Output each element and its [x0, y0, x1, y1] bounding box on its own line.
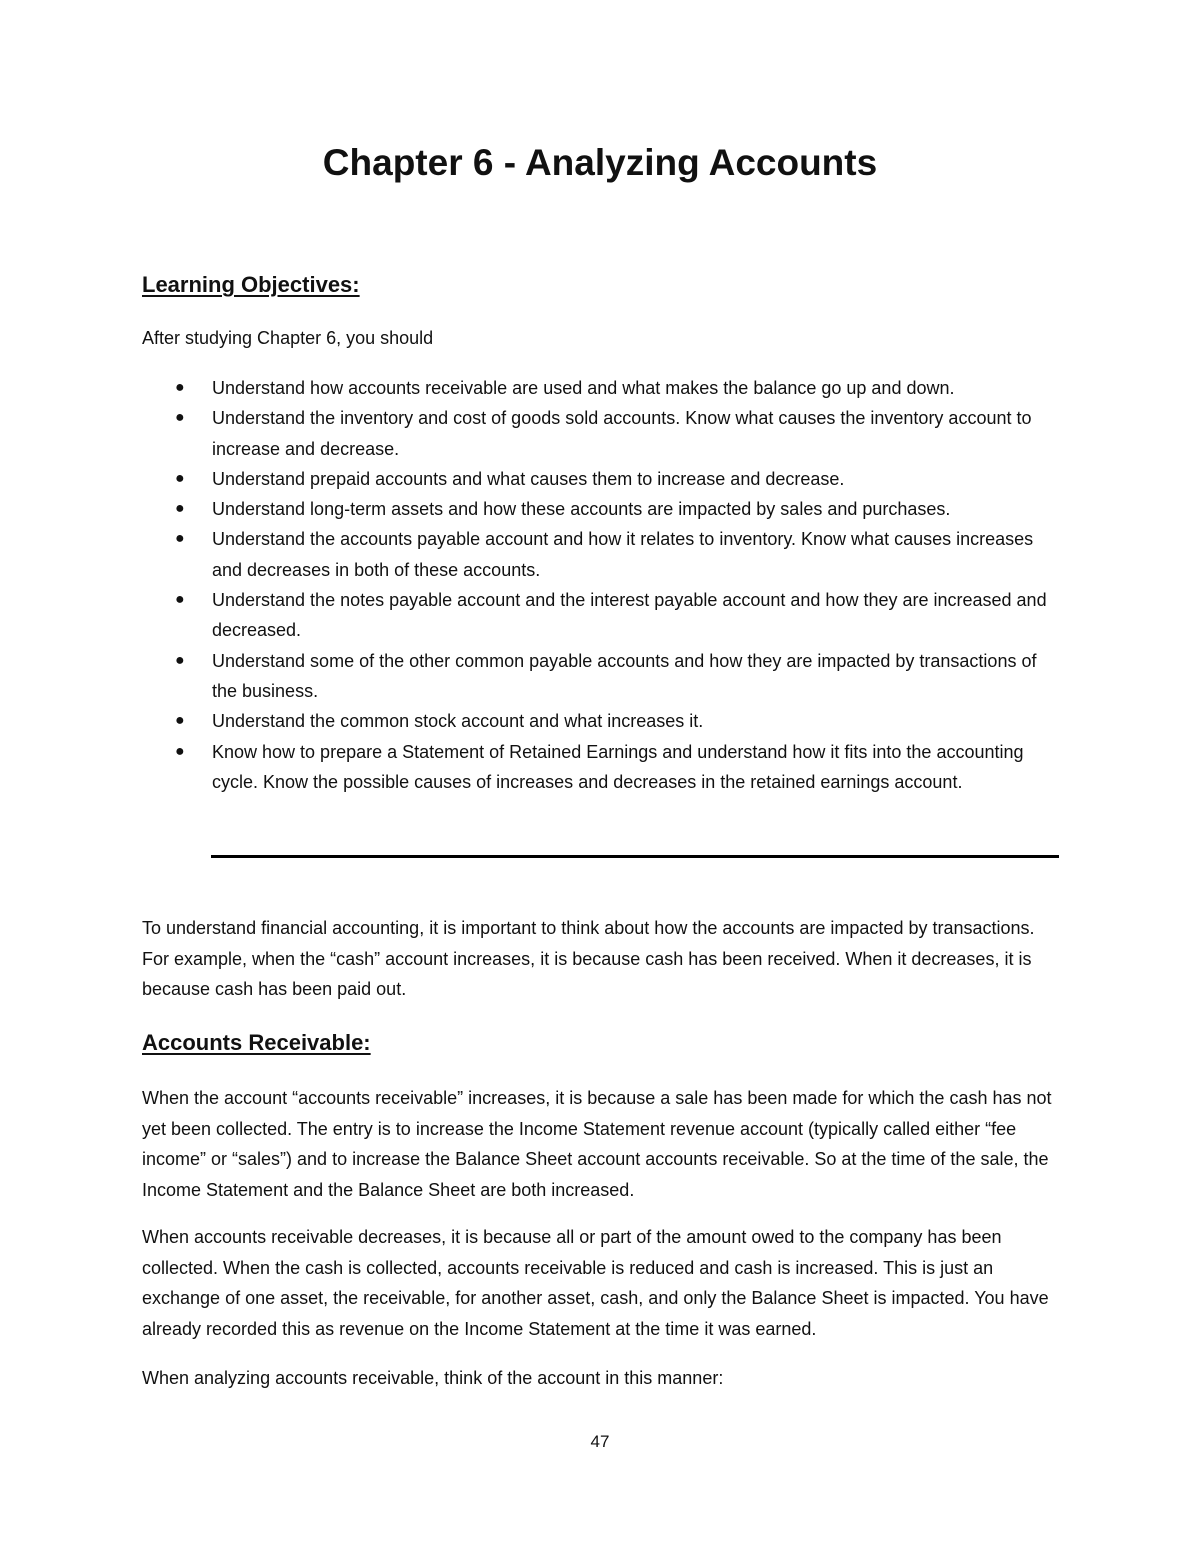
bullet-icon: ● [175, 469, 185, 487]
bullet-icon: ● [175, 651, 185, 669]
objective-text: Understand long-term assets and how these accounts are impacted by sales and purchases. [212, 499, 951, 520]
bullet-icon: ● [175, 742, 185, 760]
learning-objectives-heading: Learning Objectives: [142, 272, 360, 297]
objectives-intro: After studying Chapter 6, you should [142, 328, 434, 348]
list-item [142, 373, 1062, 403]
ar-paragraph-2: When accounts receivable decreases, it is because all or part of the amount owed to the company has been collected. When the cash is collected, accounts receivable is reduced and cash is increased. This is just an exchange of one asset, the receivable, for another asset, cash, and only the Balance Sheet is impacted. You have already recorded this as revenue on the Income Statement at the time it was earned. [142, 1227, 1049, 1339]
objective-text: Understand how accounts receivable are used and what makes the balance go up and down. [212, 378, 955, 398]
chapter-title: Chapter 6 - Analyzing Accounts [322, 142, 878, 183]
bullet-icon: ● [175, 591, 185, 609]
list-item [142, 737, 1062, 798]
ar-paragraph-1: When the account “accounts receivable” increases, it is because a sale has been made for which the cash has not yet been collected. The entry is to increase the Income Statement revenue account (typically called either “fee income” or “sales”) and to increase the Balance Sheet account accounts receivable. So at the time of the sale, the Income Statement and the Balance Sheet are both increased. [142, 1088, 1052, 1200]
bullet-icon: ● [175, 500, 185, 518]
list-item [142, 464, 1062, 494]
list-item [142, 646, 1062, 707]
page-number: 47 [590, 1432, 610, 1451]
list-item [142, 706, 1062, 736]
bullet-icon: ● [175, 530, 185, 548]
list-item [142, 524, 1062, 585]
objectives-list [142, 373, 1062, 797]
list-item [142, 585, 1062, 646]
objective-text: Understand the notes payable account and the interest payable account and how they are increased and decreased. [212, 590, 1047, 641]
objective-text: Understand the accounts payable account and how it relates to inventory. Know what causes increases and decreases in both of these accounts. [212, 529, 1034, 580]
ar-paragraph-3: When analyzing accounts receivable, think of the account in this manner: [142, 1368, 724, 1388]
list-item [142, 403, 1062, 464]
accounts-receivable-heading: Accounts Receivable: [142, 1030, 371, 1055]
intro-paragraph: To understand financial accounting, it is important to think about how the accounts are impacted by transactions. For example, when the “cash” account increases, it is because cash has been received. When it decreases, it is because cash has been paid out. [142, 918, 1035, 999]
bullet-icon: ● [175, 409, 185, 427]
horizontal-divider [211, 855, 1059, 858]
objective-text: Know how to prepare a Statement of Retained Earnings and understand how it fits into the accounting cycle. Know the possible causes of increases and decreases in the retained earnings account. [212, 741, 1024, 792]
objective-text: Understand some of the other common payable accounts and how they are impacted by transactions of the business. [212, 650, 1037, 701]
objective-text: Understand the common stock account and what increases it. [212, 711, 704, 732]
list-item [142, 494, 1062, 524]
objective-text: Understand prepaid accounts and what causes them to increase and decrease. [212, 468, 845, 489]
bullet-icon: ● [175, 712, 185, 730]
bullet-icon: ● [175, 379, 185, 396]
objective-text: Understand the inventory and cost of goods sold accounts. Know what causes the inventory account to increase and decrease. [212, 408, 1032, 459]
